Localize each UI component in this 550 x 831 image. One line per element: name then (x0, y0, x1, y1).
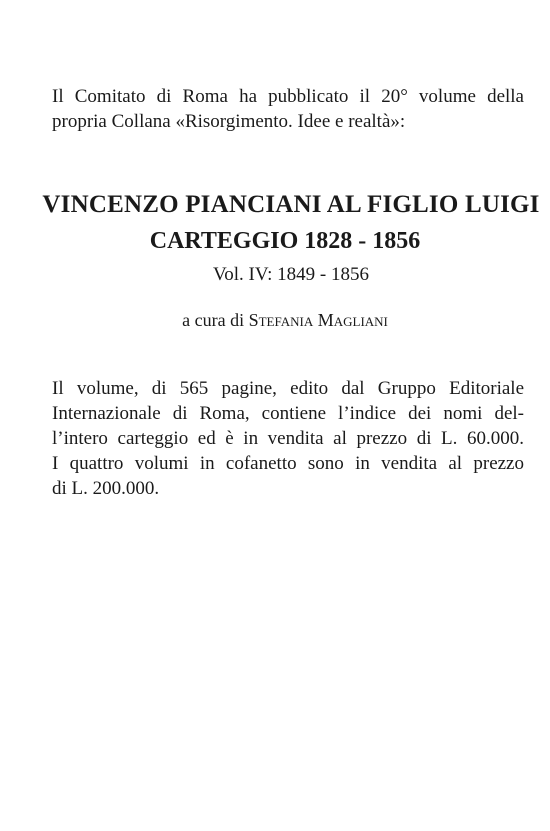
book-editor (10, 310, 550, 331)
editor-name: Stefania Magliani (248, 310, 388, 330)
editor-prefix: a cura di (182, 310, 245, 330)
body-line: Internazionale di Roma, contiene l’indice dei nomi del- (52, 403, 524, 424)
intro-line: propria Collana «Risorgimento. Idee e realtà»: (52, 111, 406, 132)
body-paragraph (52, 376, 524, 501)
body-line: Il volume, di 565 pagine, edito dal Gruppo Editoriale (52, 378, 524, 399)
body-line: l’intero carteggio ed è in vendita al prezzo di L. 60.000. (52, 428, 524, 449)
body-line: I quattro volumi in cofanetto sono in vendita al prezzo (52, 453, 524, 474)
intro-paragraph (52, 84, 524, 134)
body-line: di L. 200.000. (52, 478, 160, 499)
book-volume: Vol. IV: 1849 - 1856 (212, 264, 370, 285)
intro-line: Il Comitato di Roma ha pubblicato il 20° volume della (52, 86, 524, 107)
book-title-line-1: VINCENZO PIANCIANI AL FIGLIO LUIGI (42, 191, 540, 218)
book-title-line-2: CARTEGGIO 1828 - 1856 (149, 228, 421, 254)
